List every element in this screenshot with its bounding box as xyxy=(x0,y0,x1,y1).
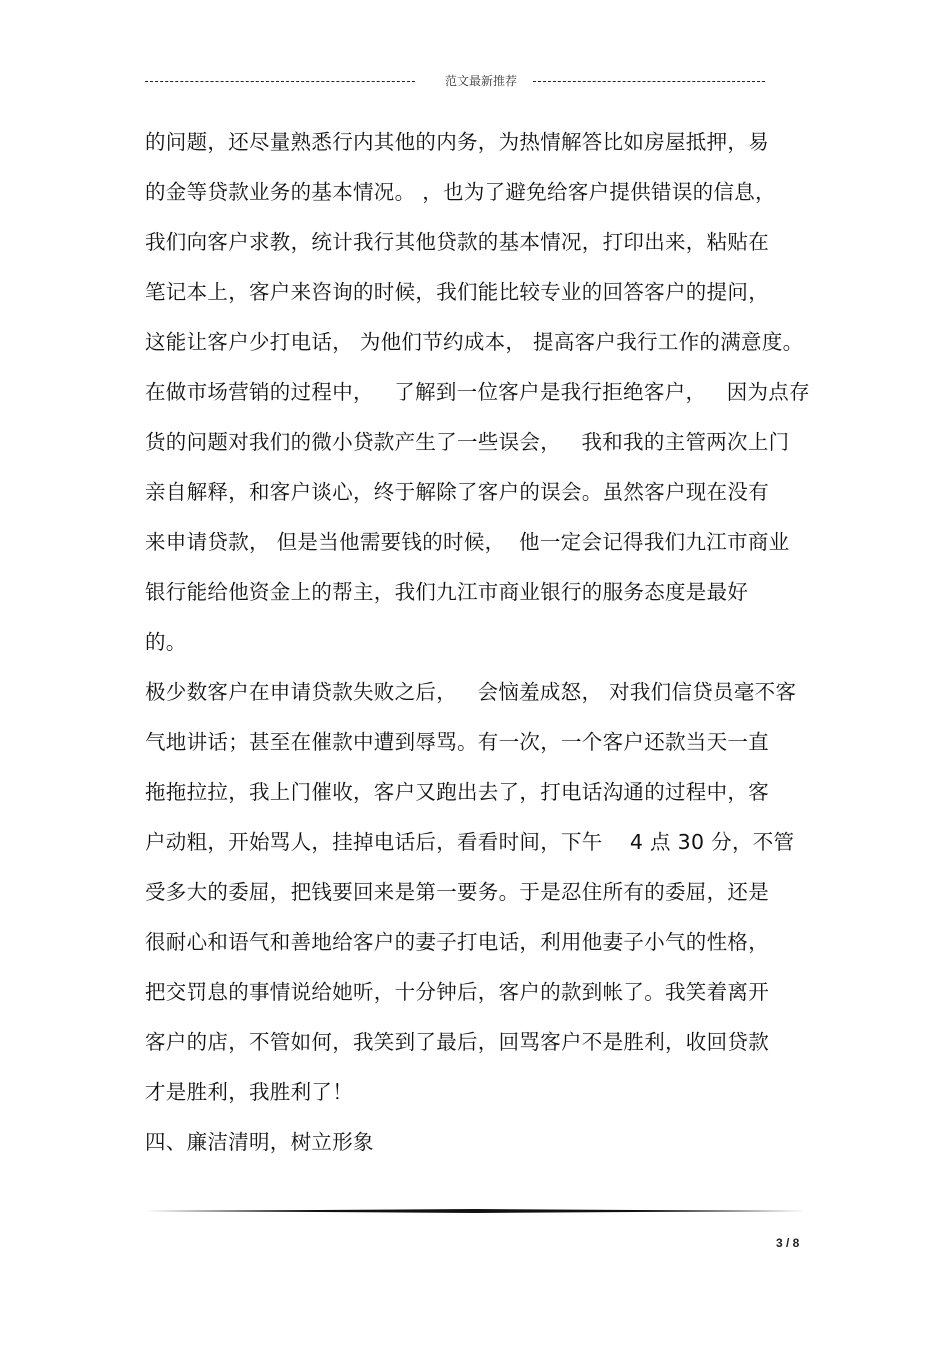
section-heading: 四、廉洁清明，树立形象 xyxy=(145,1130,374,1154)
text-line: 拖拖拉拉，我上门催收，客户又跑出去了，打电话沟通的过程中，客 xyxy=(145,780,769,804)
text-line: 亲自解释，和客户谈心，终于解除了客户的误会。虽然客户现在没有 xyxy=(145,480,769,504)
document-body xyxy=(145,117,810,1167)
text-line: 来申请贷款， 但是当他需要钱的时候， 他一定会记得我们九江市商业 xyxy=(145,530,790,554)
text-line: 才是胜利，我胜利了！ xyxy=(145,1080,353,1104)
text-line: 气地讲话；甚至在催款中遭到辱骂。有一次，一个客户还款当天一直 xyxy=(145,730,769,754)
text-line: 客户的店，不管如何，我笑到了最后，回骂客户不是胜利，收回贷款 xyxy=(145,1030,769,1054)
text-line: 笔记本上，客户来咨询的时候，我们能比较专业的回答客户的提问， xyxy=(145,280,769,304)
text-line: 银行能给他资金上的帮主，我们九江市商业银行的服务态度是最好 xyxy=(145,580,749,604)
page-number: 3 / 8 xyxy=(776,1236,800,1250)
text-line: 极少数客户在申请贷款失败之后， 会恼羞成怒， 对我们信贷员毫不客 xyxy=(145,680,797,704)
text-line: 很耐心和语气和善地给客户的妻子打电话，利用他妻子小气的性格， xyxy=(145,930,769,954)
page-header xyxy=(145,72,805,92)
text-line: 的。 xyxy=(145,630,187,654)
text-line: 的金等贷款业务的基本情况。 ，也为了避免给客户提供错误的信息， xyxy=(145,180,776,204)
header-dashed-rule-left xyxy=(145,81,415,82)
header-title: 范文最新推荐 xyxy=(445,74,518,88)
text-line: 在做市场营销的过程中， 了解到一位客户是我行拒绝客户， 因为点存 xyxy=(145,380,810,404)
text-line: 户动粗，开始骂人，挂掉电话后，看看时间，下午 4 点 30 分，不管 xyxy=(145,830,795,854)
text-line: 把交罚息的事情说给她听，十分钟后，客户的款到帐了。我笑着离开 xyxy=(145,980,769,1004)
text-line: 我们向客户求教，统计我行其他贷款的基本情况，打印出来，粘贴在 xyxy=(145,230,769,254)
text-line: 这能让客户少打电话， 为他们节约成本， 提高客户我行工作的满意度。 xyxy=(145,330,804,354)
footer-rule xyxy=(145,1209,805,1213)
text-line: 货的问题对我们的微小贷款产生了一些误会， 我和我的主管两次上门 xyxy=(145,430,790,454)
text-line: 受多大的委屈，把钱要回来是第一要务。于是忍住所有的委屈，还是 xyxy=(145,880,769,904)
header-dashed-rule-right xyxy=(533,81,765,82)
text-line: 的问题，还尽量熟悉行内其他的内务，为热情解答比如房屋抵押，易 xyxy=(145,130,769,154)
